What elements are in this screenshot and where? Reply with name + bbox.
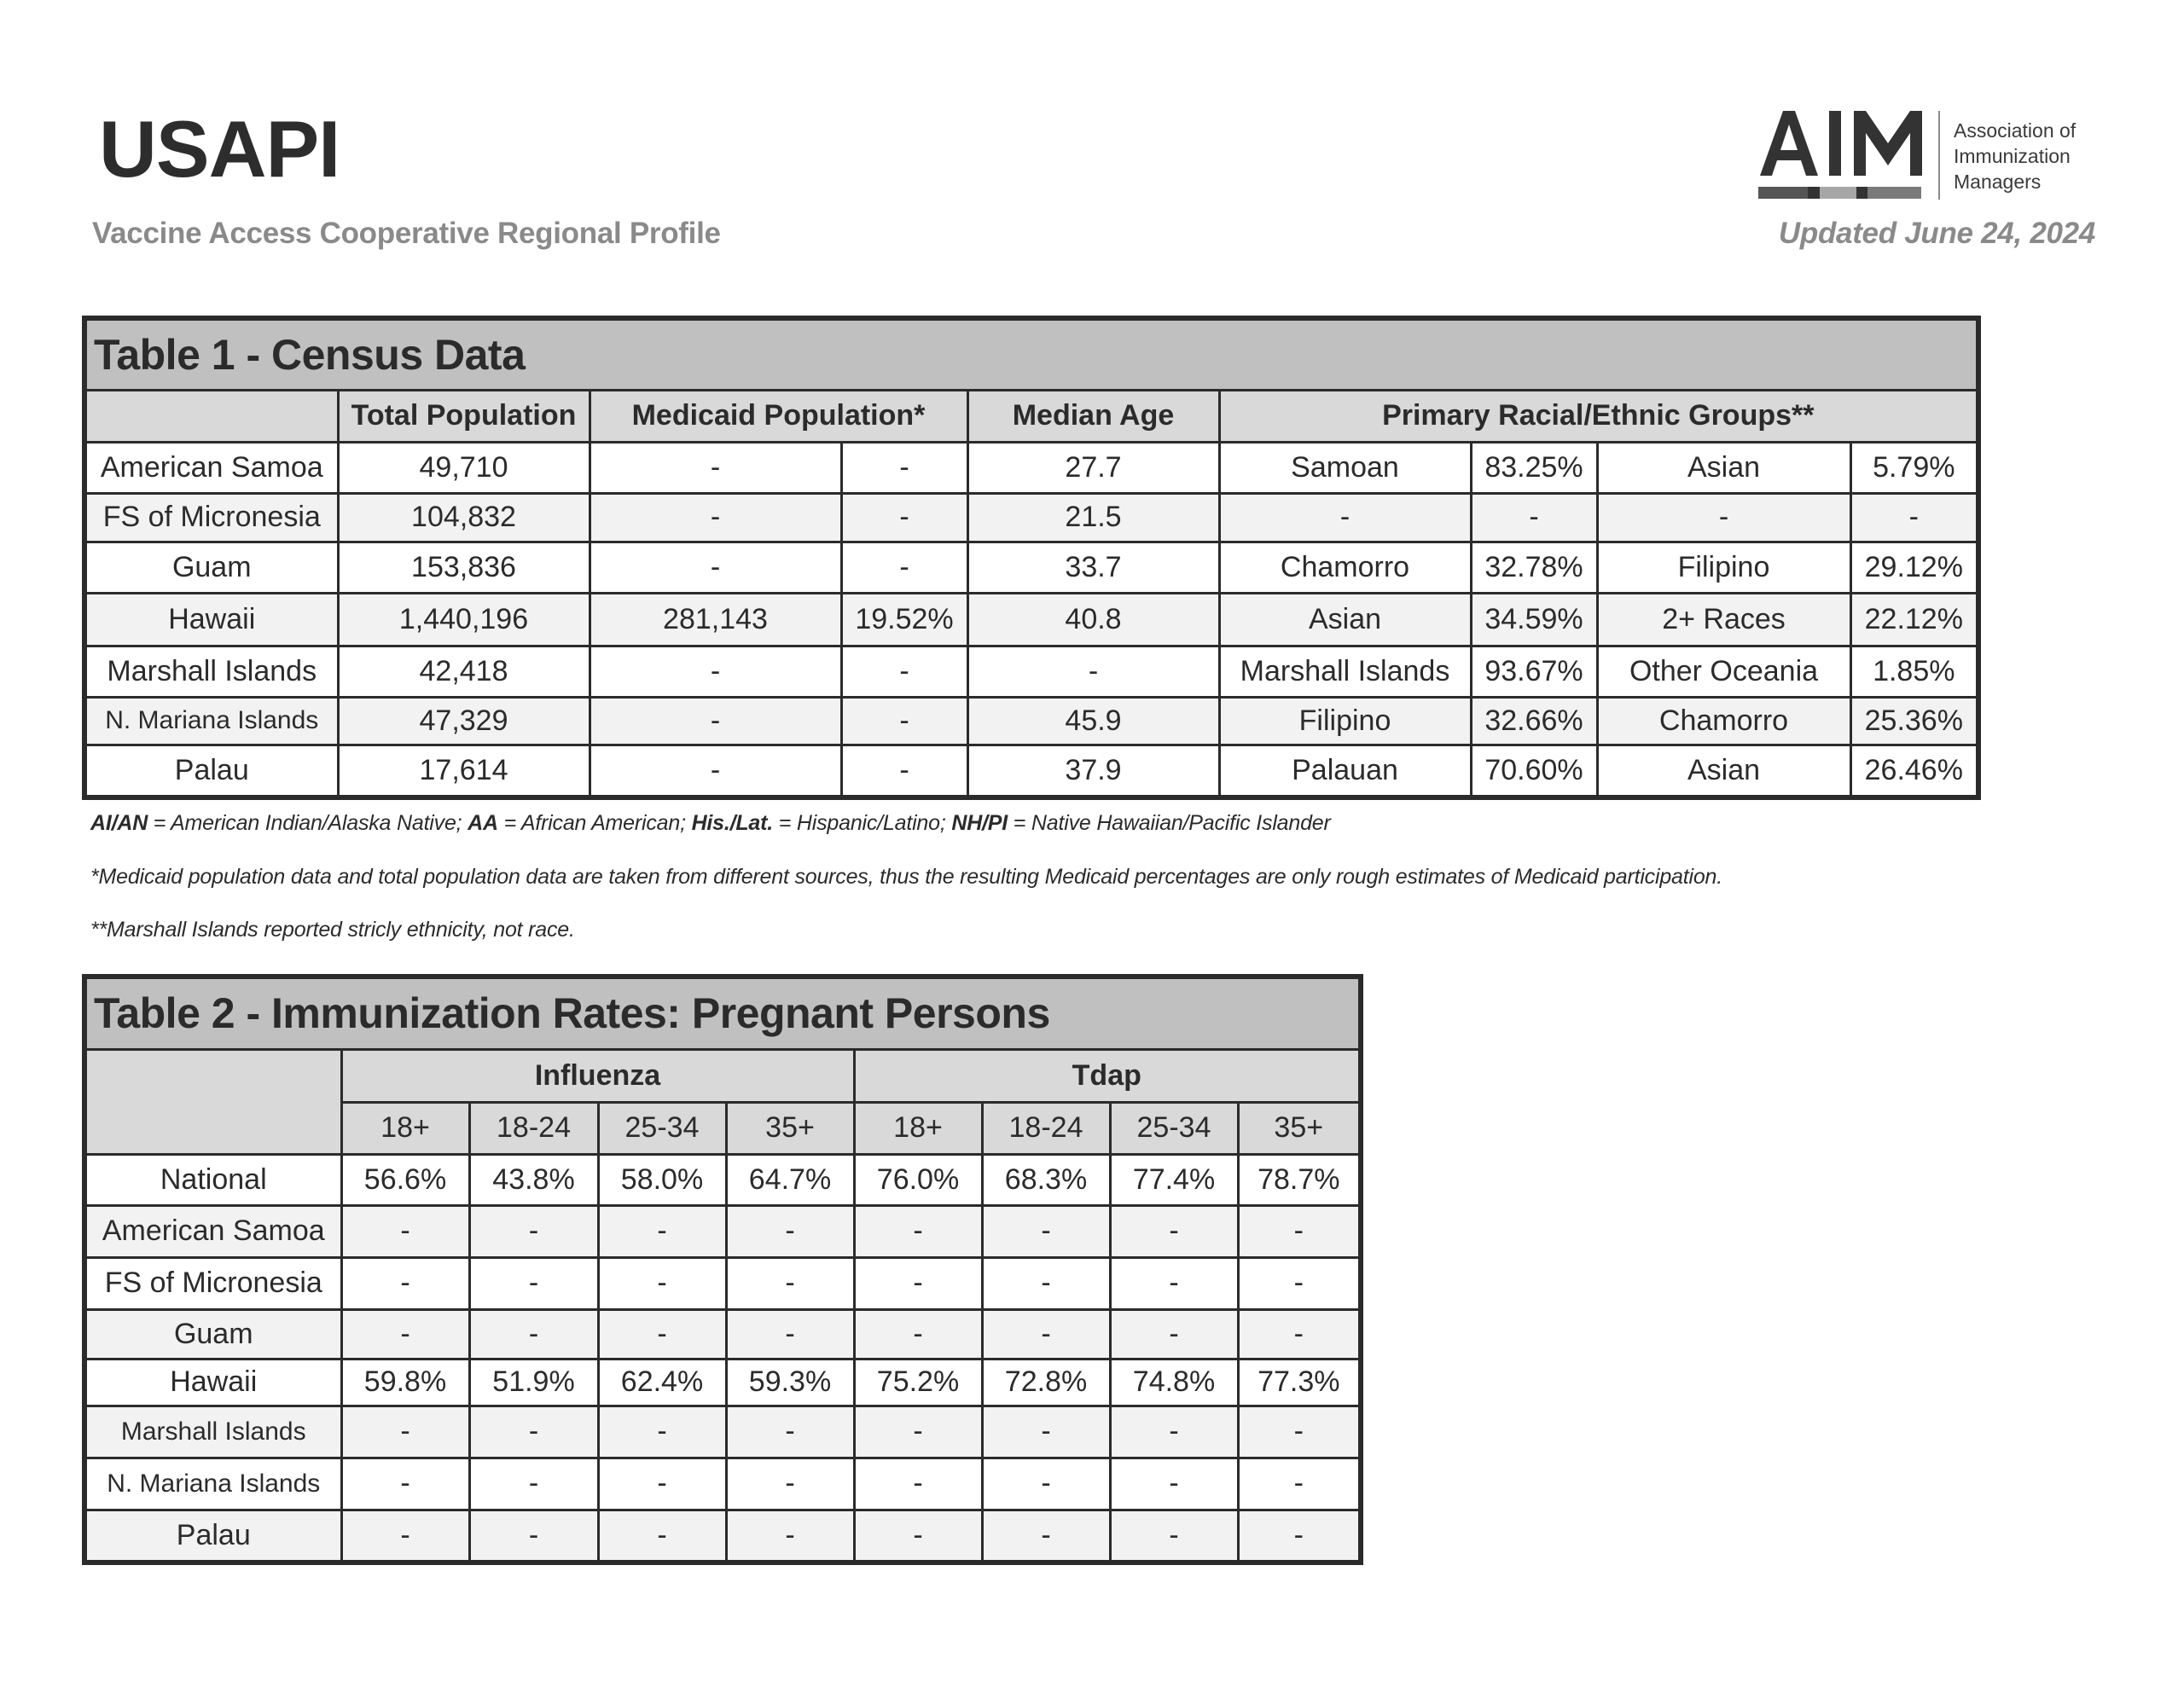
immunization-header-age-tdap: 25-34 bbox=[1110, 1102, 1238, 1154]
immunization-cell-rate: - bbox=[726, 1406, 854, 1458]
census-cell-region-name: N. Mariana Islands bbox=[84, 697, 338, 745]
census-cell-group-2-percent: 1.85% bbox=[1850, 646, 1978, 697]
census-cell-group-2-percent: - bbox=[1850, 493, 1978, 542]
logo-bar-seg-4 bbox=[1856, 187, 1867, 199]
census-cell-medicaid-percent: - bbox=[841, 697, 967, 745]
census-table bbox=[82, 316, 1981, 800]
census-cell-total-population: 1,440,196 bbox=[338, 593, 590, 646]
census-cell-group-2-name: Other Oceania bbox=[1597, 646, 1850, 697]
census-cell-group-1-name: Marshall Islands bbox=[1219, 646, 1471, 697]
census-cell-group-1-name: Asian bbox=[1219, 593, 1471, 646]
aim-logo-mark bbox=[1757, 106, 1925, 205]
census-cell-group-1-percent: 93.67% bbox=[1471, 646, 1597, 697]
census-cell-medicaid-percent: - bbox=[841, 442, 967, 493]
census-cell-region-name: Hawaii bbox=[84, 593, 338, 646]
immunization-cell-rate: - bbox=[1238, 1510, 1361, 1562]
abbr-nh-pi: NH/PI bbox=[951, 811, 1008, 835]
census-row bbox=[84, 593, 1978, 646]
census-row bbox=[84, 442, 1978, 493]
census-cell-median-age: 33.7 bbox=[967, 542, 1219, 593]
immunization-cell-rate: - bbox=[598, 1458, 726, 1510]
census-cell-region-name: FS of Micronesia bbox=[84, 493, 338, 542]
immunization-cell-rate: - bbox=[854, 1510, 982, 1562]
immunization-cell-rate: - bbox=[341, 1458, 469, 1510]
page-subtitle: Vaccine Access Cooperative Regional Profile bbox=[92, 217, 721, 250]
census-cell-region-name: Guam bbox=[84, 542, 338, 593]
immunization-cell-region-name: FS of Micronesia bbox=[84, 1257, 341, 1309]
census-cell-region-name: American Samoa bbox=[84, 442, 338, 493]
census-cell-median-age: 45.9 bbox=[967, 697, 1219, 745]
census-cell-medicaid-population: - bbox=[590, 542, 841, 593]
census-cell-group-2-percent: 25.36% bbox=[1850, 697, 1978, 745]
immunization-header-age-influenza: 18-24 bbox=[469, 1102, 598, 1154]
census-row bbox=[84, 646, 1978, 697]
census-cell-group-1-percent: 32.66% bbox=[1471, 697, 1597, 745]
census-row bbox=[84, 493, 1978, 542]
immunization-row bbox=[84, 1154, 1361, 1205]
immunization-cell-region-name: American Samoa bbox=[84, 1205, 341, 1257]
census-row bbox=[84, 542, 1978, 593]
immunization-table bbox=[82, 974, 1363, 1565]
census-cell-total-population: 104,832 bbox=[338, 493, 590, 542]
census-cell-group-1-percent: 83.25% bbox=[1471, 442, 1597, 493]
medicaid-footnote: *Medicaid population data and total population data are taken from different sources, thus the resulting Medicaid percentages are only rough estimates of Medicaid participation. bbox=[90, 865, 1722, 889]
census-table-title: Table 1 - Census Data bbox=[84, 318, 1978, 390]
immunization-cell-region-name: Guam bbox=[84, 1309, 341, 1359]
immunization-cell-rate: - bbox=[598, 1406, 726, 1458]
immunization-header-age-tdap: 18-24 bbox=[982, 1102, 1110, 1154]
immunization-cell-rate: - bbox=[854, 1406, 982, 1458]
abbr-nh-pi-def: = Native Hawaiian/Pacific Islander bbox=[1008, 811, 1331, 835]
census-cell-group-1-name: Chamorro bbox=[1219, 542, 1471, 593]
immunization-cell-rate: - bbox=[726, 1309, 854, 1359]
immunization-cell-rate: - bbox=[341, 1406, 469, 1458]
abbr-ai-an-def: = American Indian/Alaska Native; bbox=[148, 811, 468, 835]
page-title: USAPI bbox=[99, 104, 340, 194]
immunization-header-age-influenza: 18+ bbox=[341, 1102, 469, 1154]
immunization-cell-rate: - bbox=[726, 1257, 854, 1309]
census-cell-group-2-name: 2+ Races bbox=[1597, 593, 1850, 646]
abbr-his-lat: His./Lat. bbox=[691, 811, 774, 835]
census-cell-group-1-percent: 34.59% bbox=[1471, 593, 1597, 646]
immunization-cell-rate: - bbox=[982, 1510, 1110, 1562]
census-cell-medicaid-population: - bbox=[590, 646, 841, 697]
immunization-cell-rate: - bbox=[1110, 1205, 1238, 1257]
immunization-cell-rate: - bbox=[726, 1205, 854, 1257]
census-cell-group-2-name: Asian bbox=[1597, 442, 1850, 493]
immunization-cell-rate: - bbox=[982, 1205, 1110, 1257]
immunization-row bbox=[84, 1205, 1361, 1257]
immunization-cell-rate: - bbox=[598, 1309, 726, 1359]
immunization-cell-rate: 77.4% bbox=[1110, 1154, 1238, 1205]
census-cell-group-1-percent: 32.78% bbox=[1471, 542, 1597, 593]
census-cell-group-2-percent: 22.12% bbox=[1850, 593, 1978, 646]
immunization-cell-rate: - bbox=[1110, 1458, 1238, 1510]
immunization-cell-rate: 43.8% bbox=[469, 1154, 598, 1205]
immunization-cell-rate: - bbox=[854, 1309, 982, 1359]
immunization-row bbox=[84, 1510, 1361, 1562]
immunization-cell-rate: - bbox=[598, 1257, 726, 1309]
immunization-cell-rate: 78.7% bbox=[1238, 1154, 1361, 1205]
immunization-header-age-influenza: 35+ bbox=[726, 1102, 854, 1154]
census-cell-region-name: Palau bbox=[84, 745, 338, 797]
census-cell-total-population: 42,418 bbox=[338, 646, 590, 697]
immunization-header-influenza: Influenza bbox=[341, 1049, 854, 1102]
immunization-cell-rate: - bbox=[1238, 1406, 1361, 1458]
abbr-aa-def: = African American; bbox=[497, 811, 692, 835]
logo-bar-seg-3 bbox=[1820, 187, 1856, 199]
immunization-cell-rate: - bbox=[1110, 1309, 1238, 1359]
immunization-header-blank bbox=[84, 1049, 341, 1154]
immunization-cell-rate: - bbox=[341, 1309, 469, 1359]
census-cell-region-name: Marshall Islands bbox=[84, 646, 338, 697]
immunization-cell-rate: 56.6% bbox=[341, 1154, 469, 1205]
census-cell-group-1-percent: - bbox=[1471, 493, 1597, 542]
immunization-cell-rate: - bbox=[1238, 1205, 1361, 1257]
immunization-cell-rate: - bbox=[1238, 1458, 1361, 1510]
census-cell-median-age: 21.5 bbox=[967, 493, 1219, 542]
census-cell-medicaid-percent: - bbox=[841, 646, 967, 697]
immunization-row bbox=[84, 1309, 1361, 1359]
census-header-racial-groups: Primary Racial/Ethnic Groups** bbox=[1219, 390, 1978, 442]
census-cell-median-age: 37.9 bbox=[967, 745, 1219, 797]
immunization-cell-rate: - bbox=[854, 1257, 982, 1309]
census-cell-group-1-percent: 70.60% bbox=[1471, 745, 1597, 797]
immunization-cell-rate: 77.3% bbox=[1238, 1359, 1361, 1406]
immunization-cell-rate: 59.3% bbox=[726, 1359, 854, 1406]
logo-letter-m bbox=[1854, 111, 1922, 176]
census-cell-total-population: 153,836 bbox=[338, 542, 590, 593]
immunization-cell-rate: 62.4% bbox=[598, 1359, 726, 1406]
census-cell-group-2-name: Chamorro bbox=[1597, 697, 1850, 745]
immunization-cell-rate: - bbox=[341, 1510, 469, 1562]
immunization-cell-rate: - bbox=[726, 1510, 854, 1562]
census-cell-medicaid-population: - bbox=[590, 442, 841, 493]
immunization-cell-rate: - bbox=[982, 1309, 1110, 1359]
census-header-medicaid-population: Medicaid Population* bbox=[590, 390, 967, 442]
immunization-cell-rate: 72.8% bbox=[982, 1359, 1110, 1406]
census-cell-total-population: 49,710 bbox=[338, 442, 590, 493]
immunization-cell-rate: - bbox=[1110, 1406, 1238, 1458]
immunization-cell-rate: - bbox=[1238, 1257, 1361, 1309]
immunization-cell-rate: - bbox=[341, 1205, 469, 1257]
census-cell-group-2-percent: 26.46% bbox=[1850, 745, 1978, 797]
logo-divider bbox=[1938, 111, 1940, 200]
immunization-cell-rate: - bbox=[469, 1205, 598, 1257]
census-header-blank bbox=[84, 390, 338, 442]
immunization-cell-rate: - bbox=[1110, 1510, 1238, 1562]
abbr-aa: AA bbox=[468, 811, 498, 835]
logo-line-2: Immunization bbox=[1954, 145, 2071, 167]
census-cell-group-2-name: - bbox=[1597, 493, 1850, 542]
immunization-row bbox=[84, 1257, 1361, 1309]
immunization-cell-rate: - bbox=[469, 1510, 598, 1562]
immunization-table-title: Table 2 - Immunization Rates: Pregnant Persons bbox=[84, 977, 1361, 1049]
immunization-header-tdap: Tdap bbox=[854, 1049, 1361, 1102]
census-cell-group-2-name: Filipino bbox=[1597, 542, 1850, 593]
census-cell-group-2-percent: 29.12% bbox=[1850, 542, 1978, 593]
updated-date: Updated June 24, 2024 bbox=[1778, 217, 2095, 250]
immunization-cell-rate: - bbox=[598, 1205, 726, 1257]
logo-line-3: Managers bbox=[1954, 171, 2042, 193]
census-cell-medicaid-population: - bbox=[590, 493, 841, 542]
immunization-cell-rate: - bbox=[982, 1257, 1110, 1309]
logo-text bbox=[1954, 118, 2076, 194]
logo-line-1: Association of bbox=[1954, 119, 2077, 142]
census-cell-median-age: - bbox=[967, 646, 1219, 697]
immunization-cell-rate: 64.7% bbox=[726, 1154, 854, 1205]
immunization-header-age-influenza: 25-34 bbox=[598, 1102, 726, 1154]
immunization-cell-rate: - bbox=[854, 1458, 982, 1510]
immunization-cell-rate: - bbox=[598, 1510, 726, 1562]
census-cell-total-population: 17,614 bbox=[338, 745, 590, 797]
aim-logo bbox=[1757, 106, 2107, 205]
logo-letter-a bbox=[1760, 111, 1818, 176]
immunization-cell-region-name: Marshall Islands bbox=[84, 1406, 341, 1458]
logo-bar-seg-1 bbox=[1758, 187, 1808, 199]
census-cell-medicaid-percent: - bbox=[841, 493, 967, 542]
census-cell-group-1-name: Filipino bbox=[1219, 697, 1471, 745]
marshall-footnote: **Marshall Islands reported stricly ethnicity, not race. bbox=[90, 918, 575, 942]
immunization-cell-rate: - bbox=[469, 1257, 598, 1309]
immunization-cell-rate: 51.9% bbox=[469, 1359, 598, 1406]
census-cell-median-age: 27.7 bbox=[967, 442, 1219, 493]
logo-letter-i bbox=[1829, 111, 1841, 176]
census-row bbox=[84, 745, 1978, 797]
immunization-header-age-tdap: 35+ bbox=[1238, 1102, 1361, 1154]
immunization-cell-rate: 75.2% bbox=[854, 1359, 982, 1406]
immunization-row bbox=[84, 1406, 1361, 1458]
immunization-cell-rate: - bbox=[469, 1458, 598, 1510]
immunization-cell-rate: - bbox=[469, 1406, 598, 1458]
immunization-cell-rate: - bbox=[982, 1458, 1110, 1510]
immunization-cell-rate: 76.0% bbox=[854, 1154, 982, 1205]
census-cell-median-age: 40.8 bbox=[967, 593, 1219, 646]
abbr-ai-an: AI/AN bbox=[90, 811, 148, 835]
immunization-cell-rate: - bbox=[1238, 1309, 1361, 1359]
abbreviation-footnote bbox=[90, 813, 1331, 834]
immunization-cell-region-name: Palau bbox=[84, 1510, 341, 1562]
census-cell-medicaid-percent: - bbox=[841, 745, 967, 797]
immunization-cell-rate: 68.3% bbox=[982, 1154, 1110, 1205]
immunization-cell-rate: - bbox=[341, 1257, 469, 1309]
census-cell-medicaid-percent: 19.52% bbox=[841, 593, 967, 646]
census-cell-total-population: 47,329 bbox=[338, 697, 590, 745]
immunization-cell-rate: 59.8% bbox=[341, 1359, 469, 1406]
immunization-cell-rate: - bbox=[1110, 1257, 1238, 1309]
immunization-cell-rate: - bbox=[469, 1309, 598, 1359]
census-cell-group-2-percent: 5.79% bbox=[1850, 442, 1978, 493]
immunization-cell-rate: 58.0% bbox=[598, 1154, 726, 1205]
census-cell-medicaid-percent: - bbox=[841, 542, 967, 593]
immunization-cell-region-name: Hawaii bbox=[84, 1359, 341, 1406]
census-header-median-age: Median Age bbox=[967, 390, 1219, 442]
logo-bar-seg-5 bbox=[1867, 187, 1921, 199]
immunization-row bbox=[84, 1359, 1361, 1406]
census-cell-group-1-name: Palauan bbox=[1219, 745, 1471, 797]
census-header-total-population: Total Population bbox=[338, 390, 590, 442]
immunization-cell-rate: - bbox=[982, 1406, 1110, 1458]
census-row bbox=[84, 697, 1978, 745]
census-cell-medicaid-population: - bbox=[590, 697, 841, 745]
abbr-his-lat-def: = Hispanic/Latino; bbox=[773, 811, 952, 835]
immunization-cell-region-name: National bbox=[84, 1154, 341, 1205]
immunization-cell-region-name: N. Mariana Islands bbox=[84, 1458, 341, 1510]
immunization-cell-rate: 74.8% bbox=[1110, 1359, 1238, 1406]
logo-bar-seg-2 bbox=[1808, 187, 1820, 199]
census-cell-medicaid-population: 281,143 bbox=[590, 593, 841, 646]
census-cell-group-2-name: Asian bbox=[1597, 745, 1850, 797]
immunization-cell-rate: - bbox=[726, 1458, 854, 1510]
census-cell-group-1-name: - bbox=[1219, 493, 1471, 542]
census-cell-group-1-name: Samoan bbox=[1219, 442, 1471, 493]
immunization-header-age-tdap: 18+ bbox=[854, 1102, 982, 1154]
census-cell-medicaid-population: - bbox=[590, 745, 841, 797]
immunization-row bbox=[84, 1458, 1361, 1510]
immunization-cell-rate: - bbox=[854, 1205, 982, 1257]
